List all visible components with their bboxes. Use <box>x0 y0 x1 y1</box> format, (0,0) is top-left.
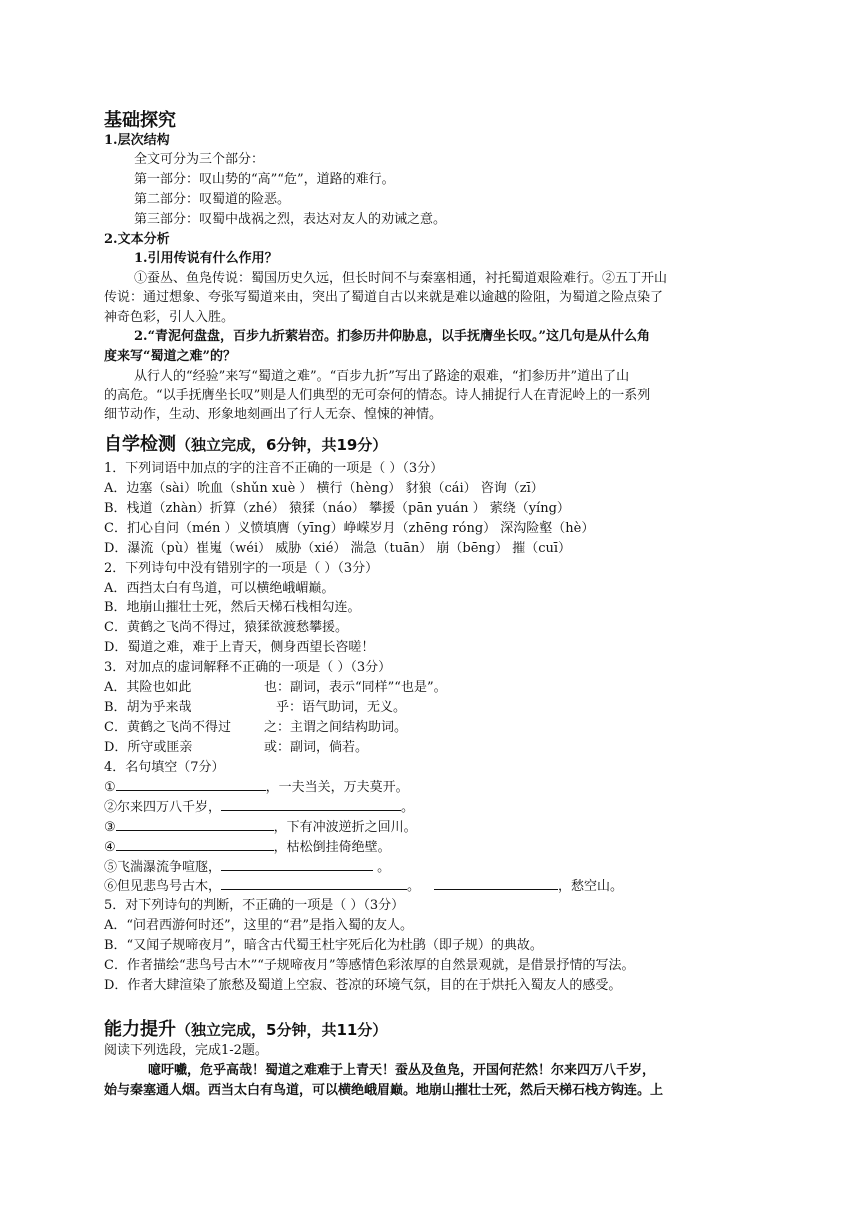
q3-option-a-gloss: 也：副词，表示“同样”“也是”。 <box>264 680 447 695</box>
fill-blank[interactable] <box>434 877 558 890</box>
q5-option-b: B．“又闻子规啼夜月”，暗含古代蜀王杜宇死后化为杜鹃（即子规）的典故。 <box>104 938 543 953</box>
fill-blank[interactable] <box>116 838 274 851</box>
q5-option-c: C．作者描绘“悲鸟号古木”“子规啼夜月”等感情色彩浓厚的自然景观就，是借景抒情的写法。 <box>104 958 635 973</box>
fill-blank[interactable] <box>221 858 373 871</box>
q5-option-d: D．作者大肆渲染了旅愁及蜀道上空寂、苍凉的环境气氛，目的在于烘托入蜀友人的感受。 <box>104 978 622 993</box>
question-legend-purpose: 1.引用传说有什么作用？ <box>134 251 278 266</box>
reading-instruction: 阅读下列选段，完成1-2题。 <box>104 1043 268 1058</box>
q3-option-b-gloss: 乎：语气助词，无义。 <box>276 700 407 715</box>
answer-2-line-2: 的高危。“以手抚膺坐长叹”则是人们典型的无可奈何的情态。诗人捕捉行人在青泥岭上的一系列 <box>104 388 651 403</box>
structure-intro: 全文可分为三个部分： <box>134 152 265 167</box>
answer-1-line-2: 传说：通过想象、夸张写蜀道来由，突出了蜀道自古以来就是难以逾越的险阻，为蜀道之险点染了 <box>104 290 664 305</box>
fill-item-5: ⑤飞湍瀑流争喧豗， 。 <box>104 860 391 875</box>
structure-part-2: 第二部分：叹蜀道的险恶。 <box>134 192 291 207</box>
poem-line-2: 始与秦塞通人烟。西当太白有鸟道，可以横绝峨眉巅。地崩山摧壮士死，然后天梯石栈方钩连。上 <box>104 1083 664 1098</box>
fill-item-6: ⑥但见悲鸟号古木， 。 ，愁空山。 <box>104 879 624 894</box>
fill-blank[interactable] <box>116 778 266 791</box>
fill-blank[interactable] <box>221 798 401 811</box>
section-title-self-check: 自学检测（独立完成，6分钟，共19分） <box>104 434 388 455</box>
q2-option-d: D．蜀道之难，难于上青天，侧身西望长咨嗟！ <box>104 640 375 655</box>
q1-option-d: D．瀑流（pù）崔嵬（wéi） 威胁（xié） 湍急（tuān） 崩（bēng） 摧（cuī） <box>104 541 572 556</box>
fill-item-2: ②尔来四万八千岁， 。 <box>104 800 415 815</box>
q2-option-a: A．西挡太白有鸟道，可以横绝峨嵋巅。 <box>104 581 335 596</box>
q4-stem: 4．名句填空（7分） <box>104 760 225 775</box>
section-title-basic: 基础探究 <box>104 110 176 131</box>
q3-option-b-phrase: B．胡为乎来哉 <box>104 700 192 715</box>
heading-structure: 1.层次结构 <box>104 133 170 148</box>
q1-option-a: A．边塞（sài）吮血（shǔn xuè ） 横行（hèng） 豺狼（cái） 咨询（zī） <box>104 481 544 496</box>
q3-option-c-gloss: 之：主谓之间结构助词。 <box>264 720 408 735</box>
poem-line-1: 噫吁嚱，危乎高哉！蜀道之难难于上青天！蚕丛及鱼凫，开国何茫然！尔来四万八千岁， <box>148 1063 656 1078</box>
answer-1-line-1: ①蚕丛、鱼凫传说：蜀国历史久远，但长时间不与秦塞相通，衬托蜀道艰险难行。②五丁开山 <box>134 271 668 286</box>
structure-part-3: 第三部分：叹蜀中战祸之烈，表达对友人的劝诫之意。 <box>134 212 447 227</box>
fill-item-4: ④ ，枯松倒挂倚绝壁。 <box>104 840 391 855</box>
answer-1-line-3: 神奇色彩，引人入胜。 <box>104 310 235 325</box>
q2-stem: 2．下列诗句中没有错别字的一项是（ ）（3分） <box>104 561 379 576</box>
q3-stem: 3．对加点的虚词解释不正确的一项是（ ）（3分） <box>104 660 392 675</box>
fill-item-1: ① ，一夫当关，万夫莫开。 <box>104 780 409 795</box>
fill-blank[interactable] <box>116 818 274 831</box>
answer-2-line-3: 细节动作，生动、形象地刻画出了行人无奈、惶悚的神情。 <box>104 407 443 422</box>
heading-text-analysis: 2.文本分析 <box>104 232 170 247</box>
fill-item-3: ③ ，下有冲波逆折之回川。 <box>104 820 417 835</box>
q5-option-a: A．“问君西游何时还”，这里的“君”是指入蜀的友人。 <box>104 918 413 933</box>
question-2-line-1: 2.“青泥何盘盘，百步九折萦岩峦。扪参历井仰胁息，以手抚膺坐长叹。”这几句是从什么角 <box>134 329 651 344</box>
answer-2-line-1: 从行人的“经验”来写“蜀道之难”。“百步九折”写出了路途的艰难，“扪参历井”道出了山 <box>134 369 630 384</box>
q3-option-d-gloss: 或：副词，倘若。 <box>264 740 369 755</box>
q3-option-d-phrase: D．所守或匪亲 <box>104 740 193 755</box>
q2-option-b: B．地崩山摧壮士死，然后天梯石栈相勾连。 <box>104 600 361 615</box>
q5-stem: 5．对下列诗句的判断，不正确的一项是（ ）（3分） <box>104 898 405 913</box>
q1-stem: 1．下列词语中加点的字的注音不正确的一项是（ ）（3分） <box>104 461 444 476</box>
q3-option-c-phrase: C．黄鹤之飞尚不得过 <box>104 720 231 735</box>
q1-option-c: C．扪心自问（mén ）义愤填膺（yīng）峥嵘岁月（zhēng róng） 深沟险壑（hè） <box>104 521 595 536</box>
q1-option-b: B．栈道（zhàn）折算（zhé） 猿猱（náo） 攀援（pān yuán ） 萦绕（yíng） <box>104 501 570 516</box>
question-2-line-2: 度来写“蜀道之难”的？ <box>104 349 236 364</box>
fill-blank[interactable] <box>221 877 407 890</box>
section-title-ability: 能力提升（独立完成，5分钟，共11分） <box>104 1019 388 1040</box>
q3-option-a-phrase: A．其险也如此 <box>104 680 192 695</box>
structure-part-1: 第一部分：叹山势的“高”“危”，道路的难行。 <box>134 172 395 187</box>
q2-option-c: C．黄鹤之飞尚不得过，猿猱欲渡愁攀援。 <box>104 620 348 635</box>
